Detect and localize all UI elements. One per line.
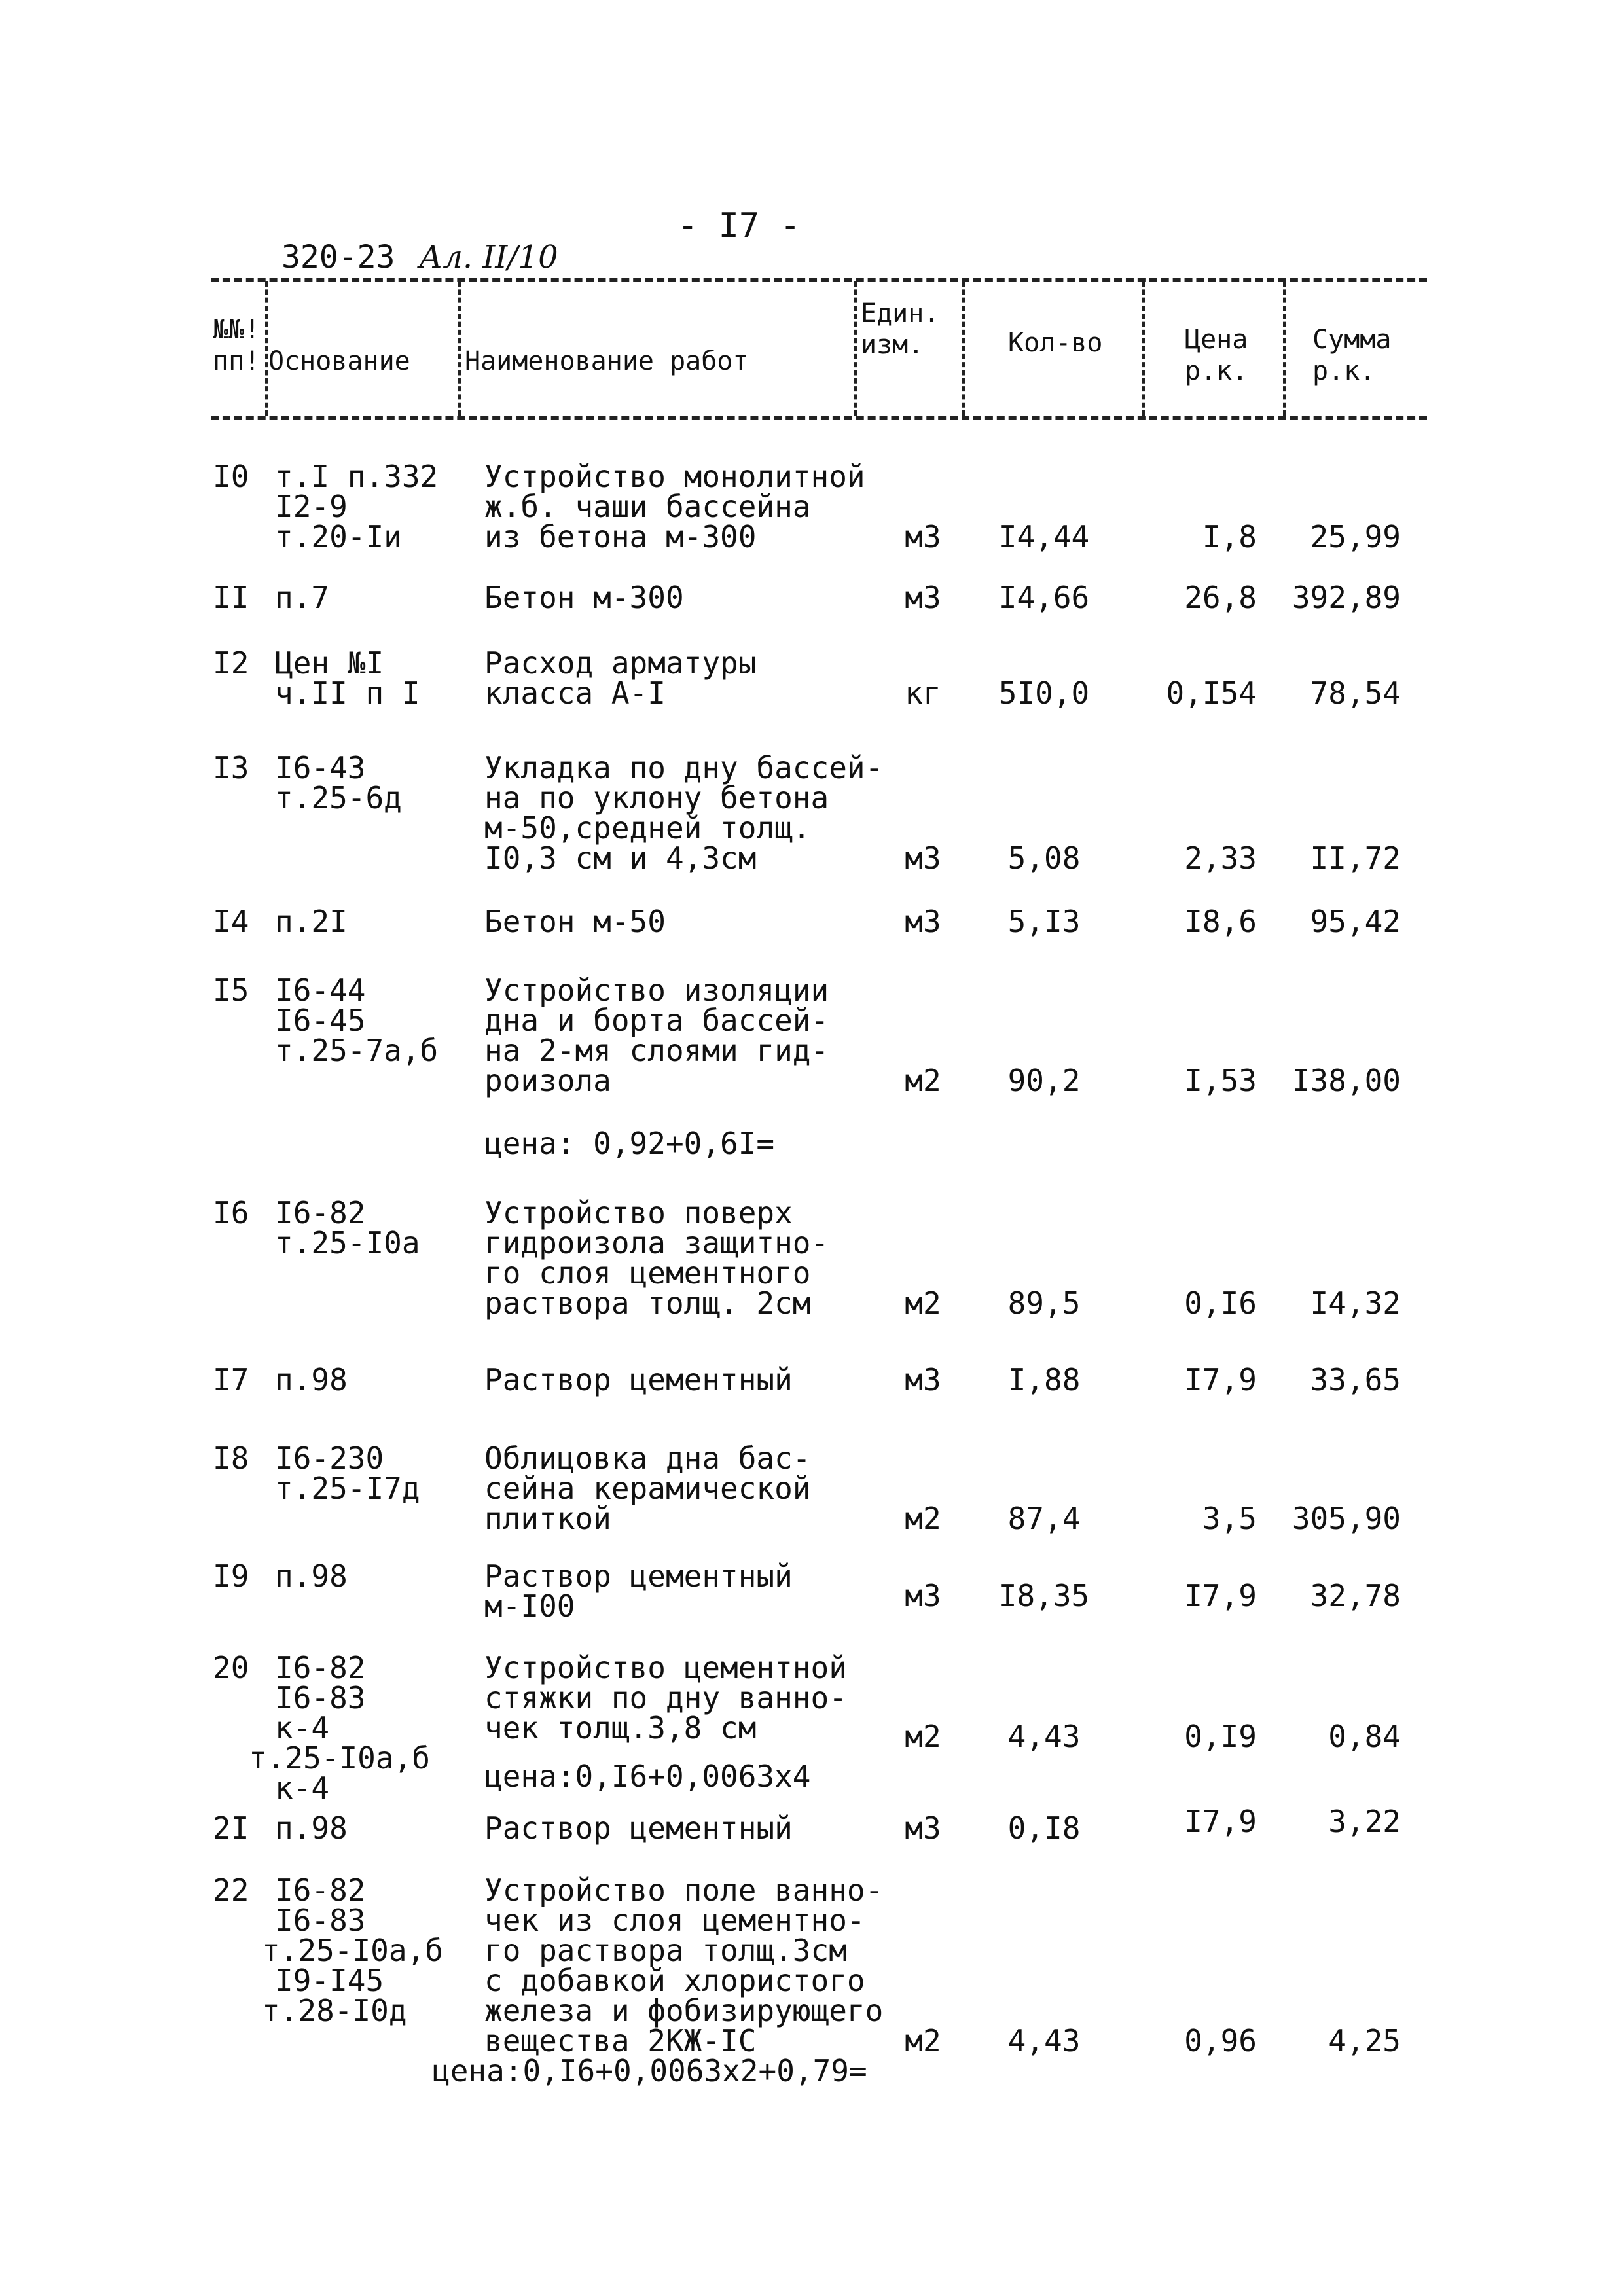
row-basis: т.I п.332 I2-9 т.20-Iи bbox=[275, 459, 439, 554]
row-number: I6 bbox=[213, 1195, 249, 1230]
row-sum: 392,89 bbox=[1291, 580, 1401, 615]
row-quantity: I8,35 bbox=[998, 1578, 1090, 1613]
row-price: I,8 bbox=[1202, 519, 1257, 554]
row-number: I2 bbox=[213, 645, 249, 681]
column-separator bbox=[1283, 281, 1286, 416]
column-separator bbox=[458, 281, 461, 416]
row-quantity: I4,44 bbox=[998, 519, 1090, 554]
header-qty: Кол-во bbox=[1008, 328, 1103, 358]
header-basis: Основание bbox=[268, 346, 410, 376]
row-sum: I38,00 bbox=[1291, 1063, 1401, 1098]
row-number: I3 bbox=[213, 750, 249, 785]
row-price: I8,6 bbox=[1184, 904, 1257, 939]
row-quantity: 89,5 bbox=[1007, 1285, 1081, 1321]
row-sum: 95,42 bbox=[1310, 904, 1401, 939]
row-unit: м2 bbox=[905, 1285, 941, 1321]
row-unit: м3 bbox=[905, 1362, 941, 1397]
column-separator bbox=[265, 281, 268, 416]
row-number: 20 bbox=[213, 1650, 249, 1685]
header-num: №№! пп! bbox=[213, 315, 261, 376]
row-price: I7,9 bbox=[1184, 1578, 1257, 1613]
row-sum: 3,22 bbox=[1328, 1804, 1401, 1839]
row-work-name: Укладка по дну бассей- на по уклону бетона м-50,средней толщ. I0,3 см и 4,3см bbox=[484, 750, 884, 876]
row-quantity: 90,2 bbox=[1007, 1063, 1081, 1098]
page-number: - I7 - bbox=[677, 206, 801, 245]
row-sum: 33,65 bbox=[1310, 1362, 1401, 1397]
row-quantity: 4,43 bbox=[1007, 1719, 1081, 1754]
row-unit: м3 bbox=[905, 519, 941, 554]
row-work-name: Облицовка дна бас- сейна керамической плиткой bbox=[484, 1441, 811, 1536]
row-unit: м3 bbox=[905, 580, 941, 615]
row-basis: I6-230 т.25-I7д bbox=[275, 1441, 420, 1506]
row-work-name: Раствор цементный м-I00 bbox=[484, 1558, 793, 1624]
row-unit: м2 bbox=[905, 2023, 941, 2058]
row-work-name: Устройство поверх гидроизола защитно- го слоя цементного раствора толщ. 2см bbox=[484, 1195, 829, 1321]
column-separator bbox=[854, 281, 857, 416]
row-sum: 78,54 bbox=[1310, 675, 1401, 711]
row-number: II bbox=[213, 580, 249, 615]
row-work-name: Бетон м-50 bbox=[484, 904, 666, 939]
row-basis: п.98 bbox=[275, 1810, 348, 1846]
row-unit: м3 bbox=[905, 904, 941, 939]
header-sum: Сумма р.к. bbox=[1312, 325, 1392, 386]
row-price: I,53 bbox=[1184, 1063, 1257, 1098]
row-basis: I6-43 т.25-6д bbox=[275, 750, 402, 816]
price-formula: цена:0,I6+0,0063x2+0,79= bbox=[432, 2053, 867, 2089]
row-basis: I6-82 I6-83 т.25-I0а,б I9-I45 т.28-I0д bbox=[262, 1873, 443, 2028]
row-price: 0,96 bbox=[1184, 2023, 1257, 2058]
row-basis: п.7 bbox=[275, 580, 330, 615]
row-unit: м2 bbox=[905, 1719, 941, 1754]
row-sum: 25,99 bbox=[1310, 519, 1401, 554]
row-basis: I6-82 I6-83 к-4 т.25-I0а,б к-4 bbox=[249, 1650, 430, 1806]
column-separator bbox=[1142, 281, 1145, 416]
header-bottom-rule bbox=[211, 416, 1427, 420]
row-quantity: 0,I8 bbox=[1007, 1810, 1081, 1846]
row-price: 0,I54 bbox=[1166, 675, 1257, 711]
row-price: 26,8 bbox=[1184, 580, 1257, 615]
row-unit: кг bbox=[905, 675, 941, 711]
row-basis: I6-82 т.25-I0а bbox=[275, 1195, 420, 1261]
row-unit: м3 bbox=[905, 1578, 941, 1613]
row-quantity: I,88 bbox=[1007, 1362, 1081, 1397]
row-sum: 32,78 bbox=[1310, 1578, 1401, 1613]
row-work-name: Бетон м-300 bbox=[484, 580, 684, 615]
row-unit: м2 bbox=[905, 1501, 941, 1536]
row-basis: I6-44 I6-45 т.25-7а,б bbox=[275, 973, 439, 1068]
row-number: 2I bbox=[213, 1810, 249, 1846]
row-number: I9 bbox=[213, 1558, 249, 1594]
row-unit: м3 bbox=[905, 1810, 941, 1846]
row-sum: 305,90 bbox=[1291, 1501, 1401, 1536]
row-quantity: 4,43 bbox=[1007, 2023, 1081, 2058]
price-formula: цена: 0,92+0,6I= bbox=[484, 1126, 775, 1161]
row-basis: Цен №I ч.II п I bbox=[275, 645, 420, 711]
price-formula: цена:0,I6+0,0063x4 bbox=[484, 1759, 811, 1794]
row-sum: I4,32 bbox=[1310, 1285, 1401, 1321]
row-number: I7 bbox=[213, 1362, 249, 1397]
row-basis: п.98 bbox=[275, 1362, 348, 1397]
row-price: 3,5 bbox=[1202, 1501, 1257, 1536]
row-work-name: Раствор цементный bbox=[484, 1362, 793, 1397]
row-price: 2,33 bbox=[1184, 840, 1257, 876]
header-top-rule bbox=[211, 278, 1427, 282]
header-name: Наименование работ bbox=[465, 346, 749, 376]
row-number: I4 bbox=[213, 904, 249, 939]
row-quantity: 87,4 bbox=[1007, 1501, 1081, 1536]
row-sum: 0,84 bbox=[1328, 1719, 1401, 1754]
row-work-name: Раствор цементный bbox=[484, 1810, 793, 1846]
handwritten-sheet-reference: Ал. II/10 bbox=[419, 239, 558, 276]
row-price: I7,9 bbox=[1184, 1804, 1257, 1839]
row-unit: м3 bbox=[905, 840, 941, 876]
row-number: I5 bbox=[213, 973, 249, 1008]
row-quantity: 5,08 bbox=[1007, 840, 1081, 876]
row-number: I0 bbox=[213, 459, 249, 494]
column-separator bbox=[962, 281, 965, 416]
row-work-name: Устройство цементной стяжки по дну ванно- чек толщ.3,8 см цена:0,I6+0,0063x4 bbox=[484, 1653, 890, 1791]
header-unit: Един. изм. bbox=[861, 298, 940, 360]
row-work-name: Расход арматуры класса А-I bbox=[484, 645, 757, 711]
row-work-name: Устройство поле ванно- чек из слоя цементно- го раствора толщ.3см с добавкой хлористого железа и фобизирующего вещества 2КЖ-IС bbox=[484, 1873, 884, 2058]
row-work-name: Устройство монолитной ж.б. чаши бассейна из бетона м-300 bbox=[484, 459, 865, 554]
row-quantity: 5,I3 bbox=[1007, 904, 1081, 939]
row-price: 0,I9 bbox=[1184, 1719, 1257, 1754]
header-price: Цена р.к. bbox=[1185, 325, 1248, 386]
document-reference: 320-23 bbox=[281, 239, 395, 276]
row-price: I7,9 bbox=[1184, 1362, 1257, 1397]
row-quantity: I4,66 bbox=[998, 580, 1090, 615]
row-basis: п.98 bbox=[275, 1558, 348, 1594]
row-work-name: Устройство изоляции дна и борта бассей- на 2-мя слоями гид- роизола цена: 0,92+0,6I= bbox=[484, 975, 890, 1158]
row-unit: м2 bbox=[905, 1063, 941, 1098]
row-sum: II,72 bbox=[1310, 840, 1401, 876]
row-number: I8 bbox=[213, 1441, 249, 1476]
row-number: 22 bbox=[213, 1873, 249, 1908]
row-quantity: 5I0,0 bbox=[998, 675, 1090, 711]
row-basis: п.2I bbox=[275, 904, 348, 939]
row-price: 0,I6 bbox=[1184, 1285, 1257, 1321]
row-sum: 4,25 bbox=[1328, 2023, 1401, 2058]
